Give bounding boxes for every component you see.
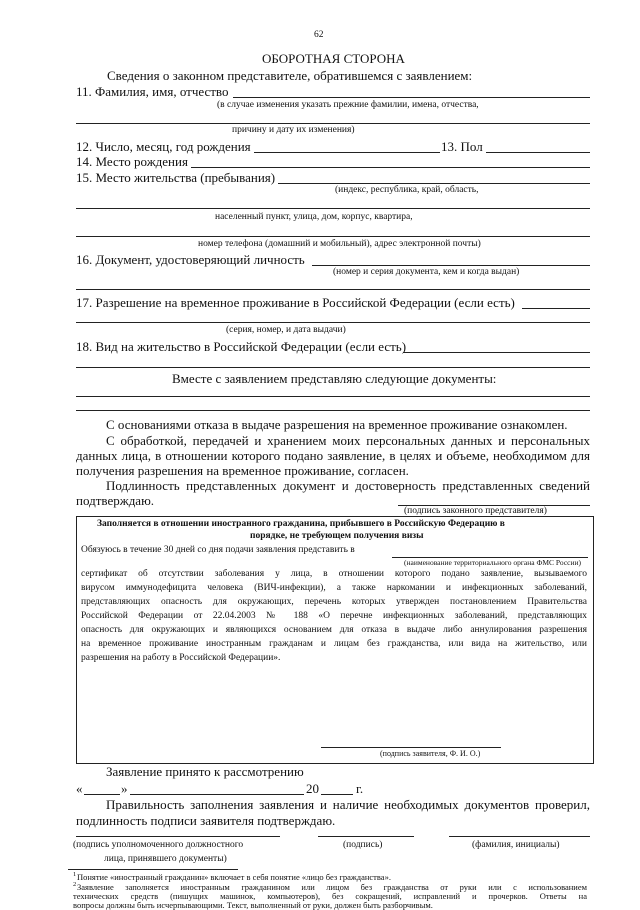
statement-authenticity-line-2: подтверждаю.: [76, 493, 155, 508]
footnote-2-line-1: Заявление заполняется иностранным гражданином или лицом без гражданства от руки или с использованием: [77, 882, 587, 892]
statement-consent-line-3: получения разрешения на временное проживание, согласен.: [76, 463, 409, 478]
field-14-line[interactable]: [191, 167, 590, 168]
field-18-line[interactable]: [403, 352, 590, 353]
field-17-hint: (серия, номер, и дата выдачи): [226, 325, 346, 335]
footnote-1: Понятие «иностранный гражданин» включает в себя понятие «лицо без гражданства».: [77, 872, 391, 882]
visa-free-title-line-2: порядке, не требующем получения визы: [250, 531, 424, 541]
field-17-label: 17. Разрешение на временное проживание в Российской Федерации (если есть): [76, 295, 515, 310]
date-year-suffix: г.: [356, 781, 364, 796]
field-15-hint-3: номер телефона (домашний и мобильный), адрес электронной почты): [198, 239, 481, 249]
date-month-line[interactable]: [130, 794, 304, 795]
officer-sign-hint: (подпись): [343, 840, 383, 850]
representative-signature-hint: (подпись законного представителя): [404, 506, 547, 516]
field-11-line-2[interactable]: [76, 123, 590, 124]
field-12-label: 12. Число, месяц, год рождения: [76, 139, 251, 154]
field-11-label: 11. Фамилия, имя, отчество: [76, 84, 229, 99]
date-open-quote: «: [76, 781, 83, 796]
field-15-label: 15. Место жительства (пребывания): [76, 170, 276, 185]
footnote-1-number: 1: [73, 871, 77, 878]
intro-text: Сведения о законном представителе, обратившемся с заявлением:: [107, 68, 473, 83]
body-line-6: на временное проживание иностранным гражданам и лицам без гражданства, или вида на жительство, или: [81, 639, 587, 649]
field-16-line[interactable]: [312, 265, 590, 266]
documents-line-1[interactable]: [76, 396, 590, 397]
applicant-signature-line[interactable]: [321, 747, 501, 748]
field-12-line[interactable]: [254, 152, 440, 153]
field-16-hint: (номер и серия документа, кем и когда выдан): [333, 267, 520, 277]
officer-name-hint: (фамилия, инициалы): [472, 840, 560, 850]
date-year-prefix: 20: [306, 781, 319, 796]
field-16-line-2[interactable]: [76, 289, 590, 290]
body-line-1: сертификат об отсутствии заболевания у лица, в отношении которого подано заявление, вызываемого: [81, 569, 587, 579]
documents-title: Вместе с заявлением представляю следующие документы:: [172, 371, 497, 386]
accepted-text: Заявление принято к рассмотрению: [106, 764, 304, 779]
field-11-hint-2: причину и дату их изменения): [232, 125, 355, 135]
statement-authenticity-line-1: Подлинность представленных документ и достоверность представленных сведений: [106, 478, 590, 493]
field-15-line-3[interactable]: [76, 236, 590, 237]
officer-signature-hint-1: (подпись уполномоченного должностного: [73, 840, 244, 850]
date-day-line[interactable]: [84, 794, 120, 795]
field-14-label: 14. Место рождения: [76, 154, 188, 169]
statement-consent-line-2: данных лица, в отношении которого подано заявление, в целях и объеме, необходимом для: [76, 448, 590, 463]
body-line-2: вирусом иммунодефицита человека (ВИЧ-инфекции), а также наркомании и инфекционных заболеваний,: [81, 583, 587, 593]
obligation-text: Обязуюсь в течение 30 дней со дня подачи заявления представить в: [81, 545, 355, 555]
footnote-2-line-3: вопросы должны быть исчерпывающими. Текст, выполненный от руки, должен быть разборчивым.: [73, 900, 433, 910]
page-title: ОБОРОТНАЯ СТОРОНА: [262, 51, 405, 66]
field-18-label: 18. Вид на жительство в Российской Федерации (если есть): [76, 339, 407, 354]
applicant-signature-hint: (подпись заявителя, Ф. И. О.): [380, 749, 481, 758]
field-13-label: 13. Пол: [441, 139, 483, 154]
territorial-organ-hint: (наименование территориального органа ФМС России): [404, 558, 582, 567]
body-line-7: разрешения на работу в Российской Федерации».: [81, 653, 281, 663]
field-18-line-2[interactable]: [76, 367, 590, 368]
body-line-5: опасность для окружающих и являющихся основанием для отказа в выдаче либо аннулирования разрешения: [81, 625, 587, 635]
check-text-line-1: Правильность заполнения заявления и наличие необходимых документов проверил,: [106, 797, 590, 812]
field-17-line-2[interactable]: [76, 322, 590, 323]
field-15-line[interactable]: [278, 183, 590, 184]
body-line-4: Российской Федерации от 22.04.2003 № 188 «О перечне инфекционных заболеваний, представляющих: [81, 611, 587, 621]
date-close-quote: »: [121, 781, 128, 796]
check-text-line-2: подлинность подписи заявителя подтверждаю.: [76, 813, 336, 828]
visa-free-title-line-1: Заполняется в отношении иностранного гражданина, прибывшего в Российскую Федерацию в: [97, 519, 505, 529]
field-16-label: 16. Документ, удостоверяющий личность: [76, 252, 305, 267]
footnote-2-line-2: технических средств (пишущих машинок, компьютеров), без сокращений, исправлений и прочерков. Ответы на: [73, 891, 587, 901]
footnote-separator: [68, 869, 238, 870]
footnote-2-number: 2: [73, 881, 77, 888]
officer-signature-hint-2: лица, принявшего документы): [104, 854, 227, 864]
officer-name-line[interactable]: [449, 836, 590, 837]
field-15-line-2[interactable]: [76, 208, 590, 209]
body-line-3: представляющих опасность для окружающих, перечень которых утвержден постановлением Правительства: [81, 597, 587, 607]
statement-consent-line-1: С обработкой, передачей и хранением моих персональных данных и персональных: [106, 433, 590, 448]
field-15-hint-2: населенный пункт, улица, дом, корпус, квартира,: [215, 212, 413, 222]
field-17-line[interactable]: [522, 308, 590, 309]
officer-signature-line[interactable]: [76, 836, 280, 837]
field-11-hint-1: (в случае изменения указать прежние фамилии, имена, отчества,: [217, 100, 479, 110]
page-number: 62: [314, 30, 324, 40]
field-11-line[interactable]: [233, 97, 590, 98]
officer-sign-line[interactable]: [318, 836, 414, 837]
statement-refusal-grounds: С основаниями отказа в выдаче разрешения на временное проживание ознакомлен.: [106, 417, 568, 432]
date-year-line[interactable]: [321, 794, 353, 795]
documents-line-2[interactable]: [76, 410, 590, 411]
field-15-hint-1: (индекс, республика, край, область,: [335, 185, 479, 195]
field-13-line[interactable]: [486, 152, 590, 153]
